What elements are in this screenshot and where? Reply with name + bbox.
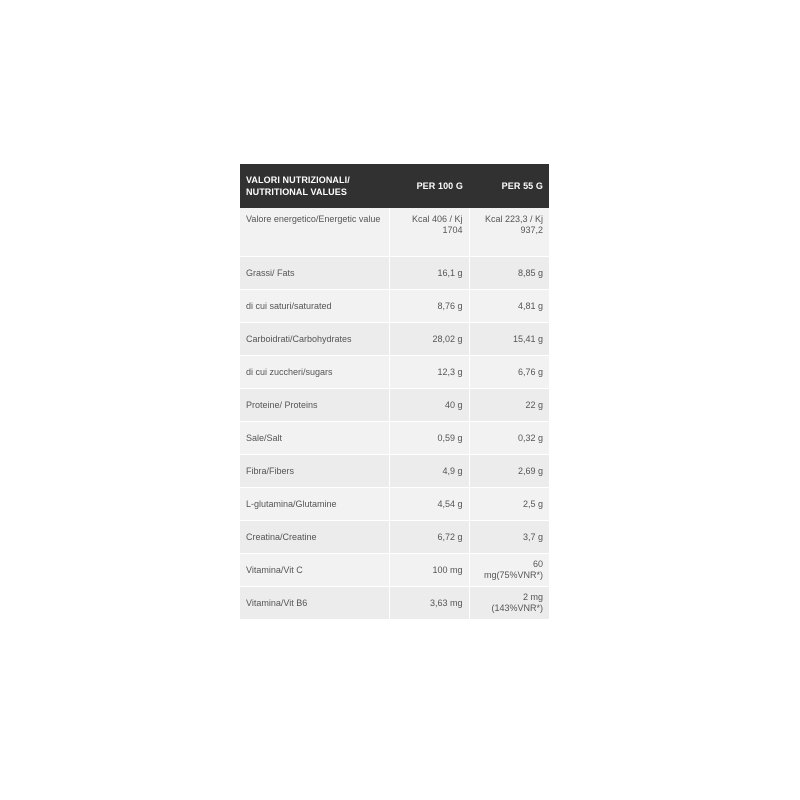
row-value-per-55g: 15,41 g xyxy=(469,323,549,356)
row-value-per-55g: 22 g xyxy=(469,389,549,422)
row-label: di cui zuccheri/sugars xyxy=(240,356,389,389)
table-row xyxy=(240,257,549,290)
row-value-per-55g: 4,81 g xyxy=(469,290,549,323)
row-label: Sale/Salt xyxy=(240,422,389,455)
row-label: Creatina/Creatine xyxy=(240,521,389,554)
row-value-per-55g: 2 mg (143%VNR*) xyxy=(469,587,549,620)
row-value-per-55g: 0,32 g xyxy=(469,422,549,455)
table-row xyxy=(240,554,549,587)
table-row xyxy=(240,389,549,422)
table-row xyxy=(240,488,549,521)
row-value-per-55g: Kcal 223,3 / Kj 937,2 xyxy=(469,208,549,257)
row-value-per-100g: 100 mg xyxy=(389,554,469,587)
row-value-per-100g: 0,59 g xyxy=(389,422,469,455)
row-value-per-55g: 8,85 g xyxy=(469,257,549,290)
row-value-per-100g: 3,63 mg xyxy=(389,587,469,620)
header-per-100g: PER 100 G xyxy=(389,164,469,208)
row-label: Carboidrati/Carbohydrates xyxy=(240,323,389,356)
row-value-per-55g: 2,69 g xyxy=(469,455,549,488)
table-header xyxy=(240,164,549,208)
row-label: Vitamina/Vit B6 xyxy=(240,587,389,620)
table-row xyxy=(240,521,549,554)
row-value-per-100g: 8,76 g xyxy=(389,290,469,323)
table-row xyxy=(240,323,549,356)
row-label: Proteine/ Proteins xyxy=(240,389,389,422)
header-row xyxy=(240,164,549,208)
row-label: Fibra/Fibers xyxy=(240,455,389,488)
row-label: Vitamina/Vit C xyxy=(240,554,389,587)
row-value-per-100g: 12,3 g xyxy=(389,356,469,389)
row-label: Grassi/ Fats xyxy=(240,257,389,290)
nutrition-table xyxy=(240,164,549,620)
row-label: di cui saturi/saturated xyxy=(240,290,389,323)
row-value-per-55g: 2,5 g xyxy=(469,488,549,521)
table-row xyxy=(240,356,549,389)
row-value-per-55g: 6,76 g xyxy=(469,356,549,389)
table-body xyxy=(240,208,549,620)
row-value-per-100g: 4,54 g xyxy=(389,488,469,521)
table-row xyxy=(240,208,549,257)
row-value-per-100g: 40 g xyxy=(389,389,469,422)
row-label: L-glutamina/Glutamine xyxy=(240,488,389,521)
row-value-per-100g: 4,9 g xyxy=(389,455,469,488)
table-row xyxy=(240,422,549,455)
table-row xyxy=(240,587,549,620)
row-value-per-55g: 3,7 g xyxy=(469,521,549,554)
header-nutritional-values: VALORI NUTRIZIONALI/ NUTRITIONAL VALUES xyxy=(240,164,389,208)
row-value-per-100g: 16,1 g xyxy=(389,257,469,290)
table-row xyxy=(240,455,549,488)
row-label: Valore energetico/Energetic value xyxy=(240,208,389,257)
row-value-per-55g: 60 mg(75%VNR*) xyxy=(469,554,549,587)
table-row xyxy=(240,290,549,323)
header-per-55g: PER 55 G xyxy=(469,164,549,208)
row-value-per-100g: Kcal 406 / Kj 1704 xyxy=(389,208,469,257)
row-value-per-100g: 28,02 g xyxy=(389,323,469,356)
row-value-per-100g: 6,72 g xyxy=(389,521,469,554)
